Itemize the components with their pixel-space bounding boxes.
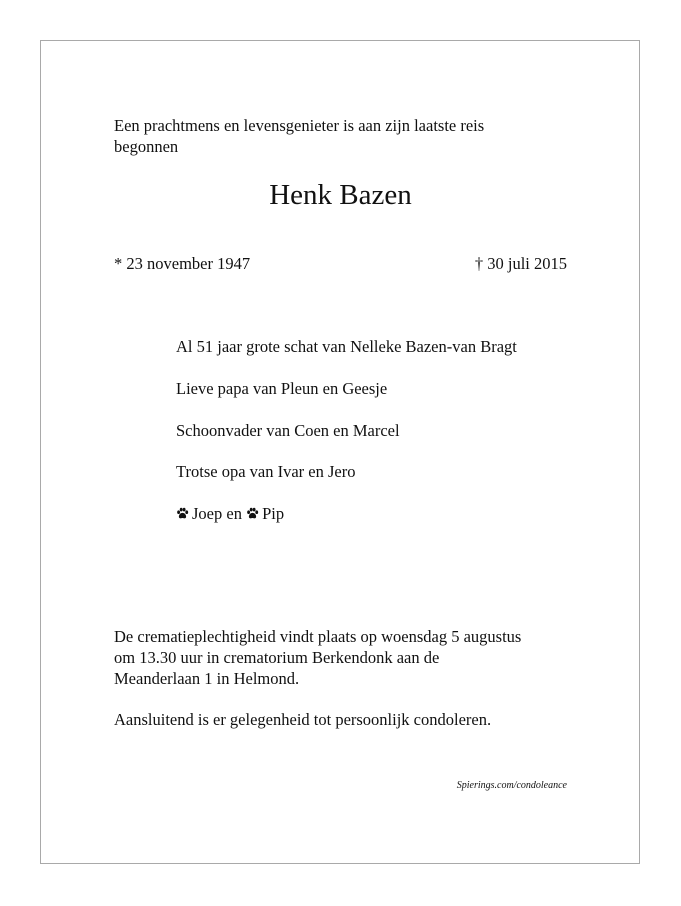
paw-icon	[176, 507, 189, 520]
intro-line-2: begonnen	[114, 137, 179, 156]
pet-name-1: Joep en	[192, 504, 242, 523]
relation-line-grandchildren: Trotse opa van Ivar en Jero	[176, 462, 356, 481]
relation-line-children: Lieve papa van Pleun en Geesje	[176, 379, 388, 398]
deceased-name: Henk Bazen	[269, 179, 412, 211]
condolence-text: Aansluitend is er gelegenheid tot persoonlijk condoleren.	[114, 710, 492, 729]
intro-line-1: Een prachtmens en levensgenieter is aan zijn laatste reis	[114, 116, 485, 135]
intro-text	[114, 115, 484, 157]
relation-line-in-laws: Schoonvader van Coen en Marcel	[176, 421, 400, 440]
service-line-3: Meanderlaan 1 in Helmond.	[114, 669, 300, 688]
signature-link: Spierings.com/condoleance	[456, 780, 567, 791]
paw-icon	[246, 507, 259, 520]
service-line-2: om 13.30 uur in crematorium Berkendonk aan de	[114, 648, 440, 667]
service-details	[114, 626, 521, 689]
death-date: † 30 juli 2015	[474, 254, 567, 273]
relation-line-pets	[176, 503, 284, 524]
pet-name-2: Pip	[262, 504, 285, 523]
notice-card	[40, 40, 640, 864]
relation-line-spouse: Al 51 jaar grote schat van Nelleke Bazen-van Bragt	[176, 337, 517, 356]
birth-date: * 23 november 1947	[114, 254, 251, 273]
service-line-1: De crematieplechtigheid vindt plaats op woensdag 5 augustus	[114, 627, 522, 646]
